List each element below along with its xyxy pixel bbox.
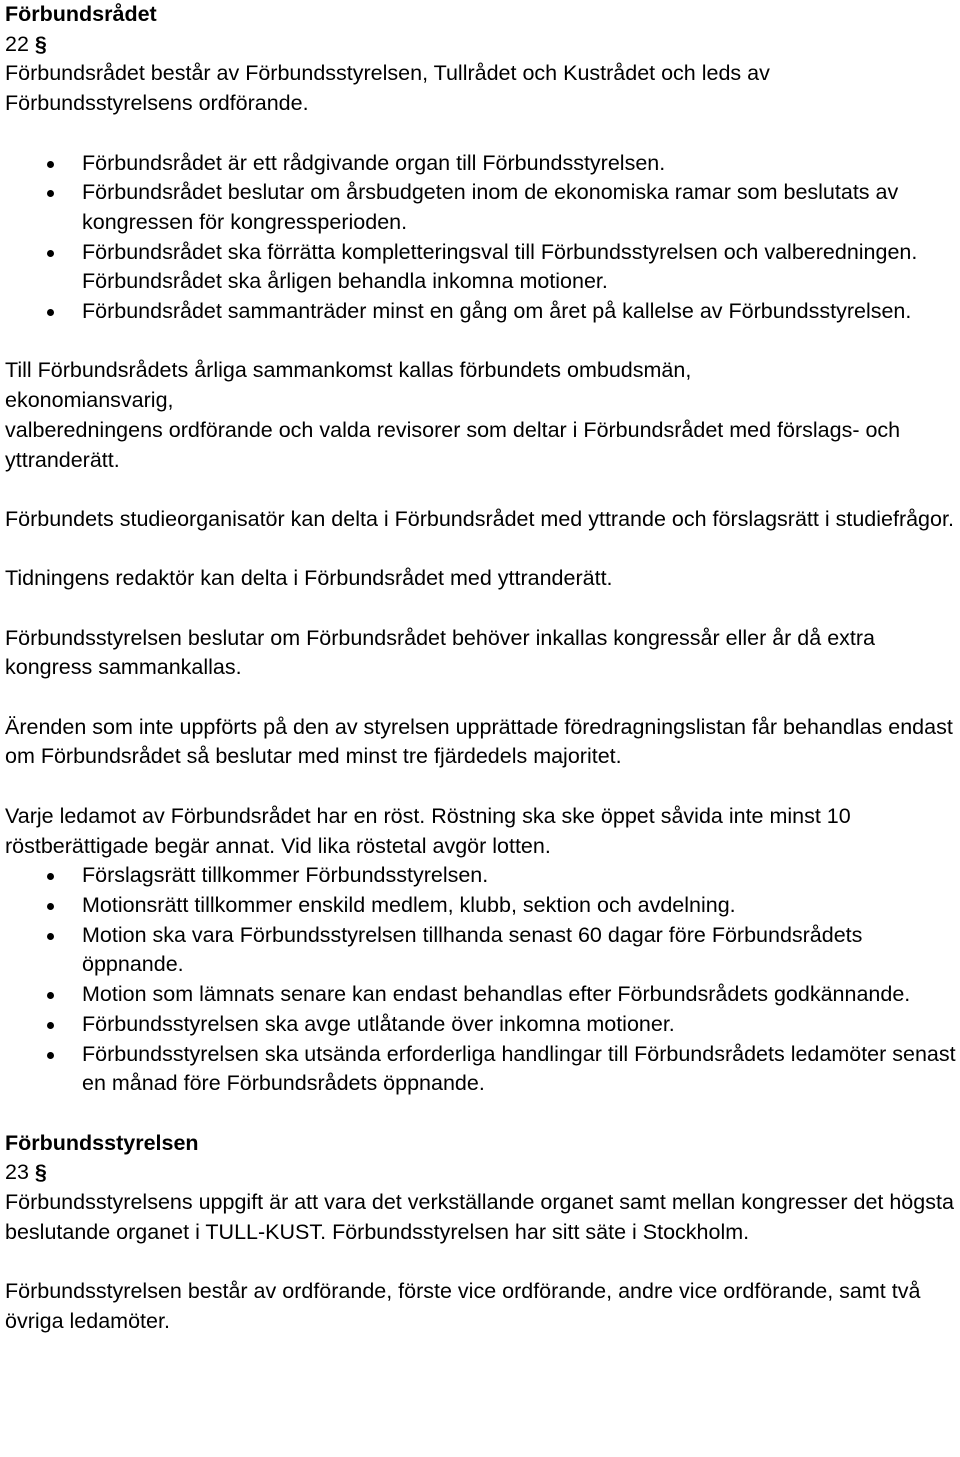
section-number-value: 23	[5, 1160, 29, 1185]
spacer	[5, 535, 960, 565]
paragraph-study-organizer: Förbundets studieorganisatör kan delta i Förbundsrådet med yttrande och förslagsrätt i studiefrågor.	[5, 506, 954, 531]
spacer	[5, 1099, 960, 1129]
paragraph-agenda-matters: Ärenden som inte uppförts på den av styrelsen upprättade föredragningslistan får behandlas endast om Förbundsrådet så beslutar med minst tre fjärdedels majoritet.	[5, 714, 953, 769]
section-number-23	[5, 1158, 960, 1188]
bullet-list-council-duties	[5, 149, 960, 327]
list-item: Motion som lämnats senare kan endast behandlas efter Förbundsrådets godkännande.	[5, 980, 960, 1010]
section-heading-forbundsstyrelsen: Förbundsstyrelsen	[5, 1130, 199, 1155]
list-item: Förbundsrådet sammanträder minst en gång om året på kallelse av Förbundsstyrelsen.	[5, 297, 960, 327]
paragraph-board-task: Förbundsstyrelsens uppgift är att vara det verkställande organet samt mellan kongresser det högsta beslutande organet i TULL-KUST. Förbundsstyrelsen har sitt säte i Stockholm.	[5, 1190, 954, 1244]
list-item: Förbundsstyrelsen ska avge utlåtande över inkomna motioner.	[5, 1010, 960, 1040]
paragraph-voting: Varje ledamot av Förbundsrådet har en röst. Röstning ska ske öppet såvida inte minst 10 röstberättigade begär annat. Vid lika röstetal avgör lotten.	[5, 803, 851, 858]
section-intro-paragraph: Förbundsrådet består av Förbundsstyrelsen, Tullrådet och Kustrådet och leds av Förbundsstyrelsens ordförande.	[5, 61, 770, 116]
spacer	[5, 594, 960, 624]
spacer	[5, 119, 960, 149]
bullet-list-motions	[5, 861, 960, 1099]
list-item: Förbundsrådet beslutar om årsbudgeten inom de ekonomiska ramar som beslutats av kongressen för kongressperioden.	[5, 178, 960, 237]
spacer	[5, 475, 960, 505]
paragraph-summons-line2: ekonomiansvarig,	[5, 388, 174, 413]
section-heading-forbundsradet: Förbundsrådet	[5, 2, 157, 26]
spacer	[5, 327, 960, 357]
list-item: Motion ska vara Förbundsstyrelsen tillhanda senast 60 dagar före Förbundsrådets öppnande.	[5, 921, 960, 980]
spacer	[5, 683, 960, 713]
list-item: Förbundsstyrelsen ska utsända erforderliga handlingar till Förbundsrådets ledamöter senast en månad före Förbundsrådets öppnande.	[5, 1040, 960, 1099]
spacer	[5, 772, 960, 802]
paragraph-editor: Tidningens redaktör kan delta i Förbundsrådet med yttranderätt.	[5, 566, 613, 591]
paragraph-summons-line3: valberedningens ordförande och valda revisorer som deltar i Förbundsrådet med förslags- och yttranderätt.	[5, 417, 901, 472]
paragraph-summons	[5, 356, 960, 475]
list-item: Förbundsrådet ska förrätta kompletteringsval till Förbundsstyrelsen och valberedningen. Förbundsrådet ska årligen behandla inkomna motioner.	[5, 238, 960, 297]
section-number-value: 22	[5, 31, 29, 56]
paragraph-sign: §	[34, 1160, 47, 1185]
section-number-22	[5, 30, 960, 60]
list-item: Förslagsrätt tillkommer Förbundsstyrelsen.	[5, 861, 960, 891]
spacer	[5, 1247, 960, 1277]
list-item: Förbundsrådet är ett rådgivande organ till Förbundsstyrelsen.	[5, 149, 960, 179]
list-item: Motionsrätt tillkommer enskild medlem, klubb, sektion och avdelning.	[5, 891, 960, 921]
paragraph-sign: §	[34, 31, 47, 56]
paragraph-board-members: Förbundsstyrelsen består av ordförande, förste vice ordförande, andre vice ordförande, samt två övriga ledamöter.	[5, 1279, 921, 1333]
paragraph-extra-congress: Förbundsstyrelsen beslutar om Förbundsrådet behöver inkallas kongressår eller år då extra kongress sammankallas.	[5, 625, 875, 680]
paragraph-summons-line1: Till Förbundsrådets årliga sammankomst kallas förbundets ombudsmän,	[5, 358, 692, 383]
